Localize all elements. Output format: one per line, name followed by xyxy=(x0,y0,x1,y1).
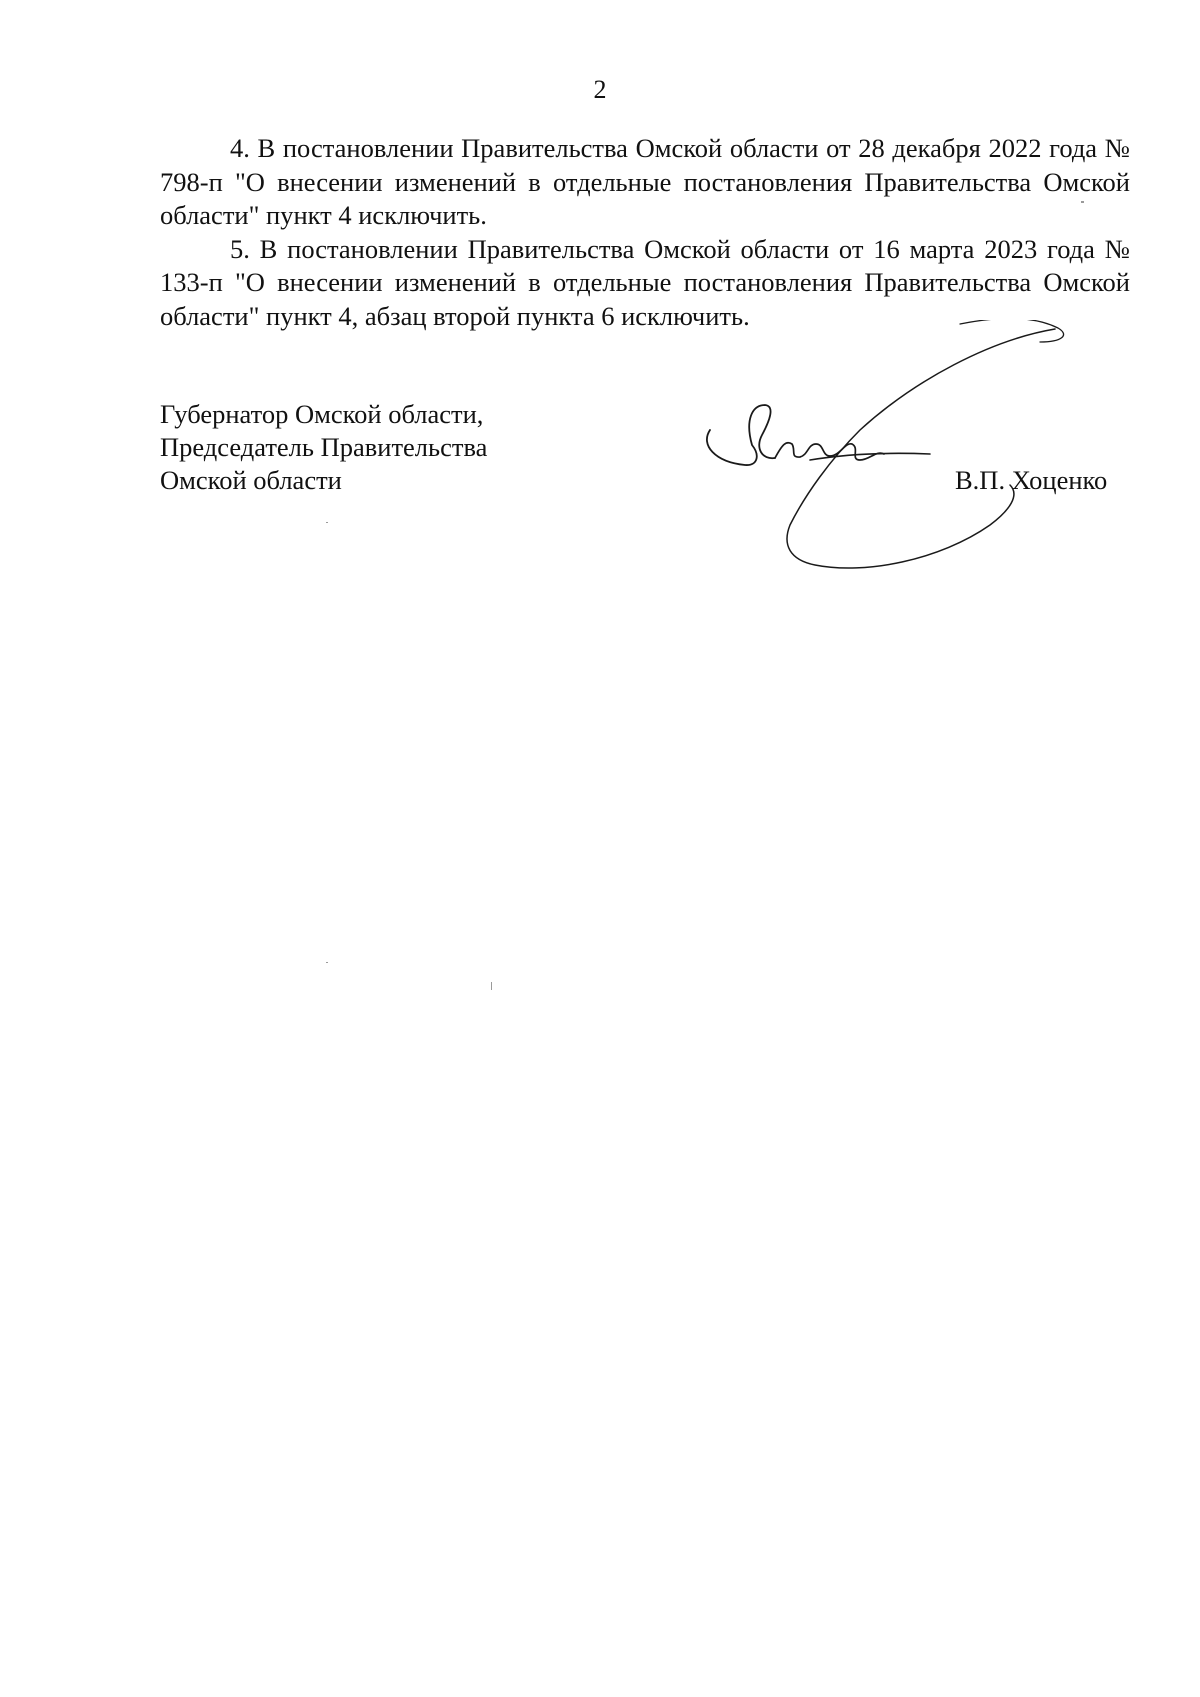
paragraph-5: 5. В постановлении Правительства Омской области от 16 марта 2023 года № 133-п "О внесении изменений в отдельные постановления Правительства Омской области" пункт 4, абзац второй пункта 6 исключить. xyxy=(160,233,1130,331)
signatory-title xyxy=(160,398,580,497)
handwritten-signature xyxy=(690,320,1150,580)
signatory-title-line: Председатель Правительства xyxy=(160,432,488,462)
paragraph-4: 4. В постановлении Правительства Омской области от 28 декабря 2022 года № 798-п "О внесении изменений в отдельные постановления Правительства Омской области" пункт 4 исключить. xyxy=(160,133,1130,230)
signatory-title-line: Омской области xyxy=(160,465,342,495)
scan-speck xyxy=(491,982,492,990)
scan-speck xyxy=(326,522,328,523)
signer-name: В.П. Хоценко xyxy=(955,465,1108,495)
scan-speck xyxy=(1081,201,1084,203)
page-number: 2 xyxy=(593,75,607,104)
scan-speck xyxy=(326,962,328,963)
document-body xyxy=(160,132,1130,333)
signatory-title-line: Губернатор Омской области, xyxy=(160,399,484,429)
